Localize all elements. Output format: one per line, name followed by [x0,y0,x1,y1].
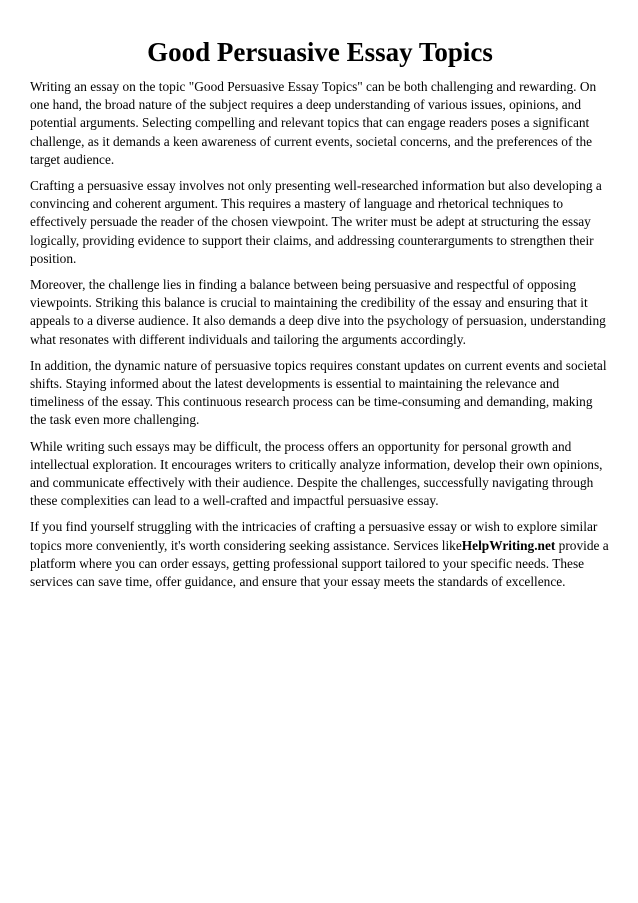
closing-text-before: If you find yourself struggling with the intricacies of crafting a persuasive essay or wish to explore similar topics more conveniently, it's worth considering seeking assistance. Services like [30,519,598,553]
paragraph-closing [30,518,610,591]
document-page [30,36,610,599]
page-title: Good Persuasive Essay Topics [147,37,493,67]
service-name: HelpWriting.net [461,537,556,553]
paragraph-3: Moreover, the challenge lies in finding a balance between being persuasive and respectful of opposing viewpoints. Striking this balance is crucial to maintaining the credibility of the essay and ensuring that it appeals to a diverse audience. It also demands a deep dive into the psychology of persuasion, understanding what resonates with different individuals and tailoring the arguments accordingly. [30,277,606,347]
paragraph-1: Writing an essay on the topic "Good Persuasive Essay Topics" can be both challenging and rewarding. On one hand, the broad nature of the subject requires a deep understanding of various issues, opinions, and potential arguments. Selecting compelling and relevant topics that can engage readers poses a significant challenge, as it demands a keen awareness of current events, societal concerns, and the preferences of the target audience. [30,79,597,167]
paragraph-4: In addition, the dynamic nature of persuasive topics requires constant updates on current events and societal shifts. Staying informed about the latest developments is essential to maintaining the relevance and timeliness of the essay. This continuous research process can be time-consuming and demanding, making the task even more challenging. [30,357,607,428]
paragraph-2: Crafting a persuasive essay involves not only presenting well-researched information but also developing a convincing and coherent argument. This requires a mastery of language and rhetorical techniques to effectively persuade the reader of the chosen viewpoint. The writer must be adept at structuring the essay logically, providing evidence to support their claims, and addressing counterarguments to strengthen their position. [30,178,602,266]
closing-text-after: provide a platform where you can order essays, getting professional support tailored to your specific needs. These services can save time, offer guidance, and ensure that your essay meets the standards of excellence. [30,537,609,590]
paragraph-5: While writing such essays may be difficult, the process offers an opportunity for personal growth and intellectual exploration. It encourages writers to critically analyze information, develop their own opinions, and communicate effectively with their audience. Despite the challenges, successfully navigating through these complexities can lead to a well-crafted and impactful persuasive essay. [30,438,603,509]
